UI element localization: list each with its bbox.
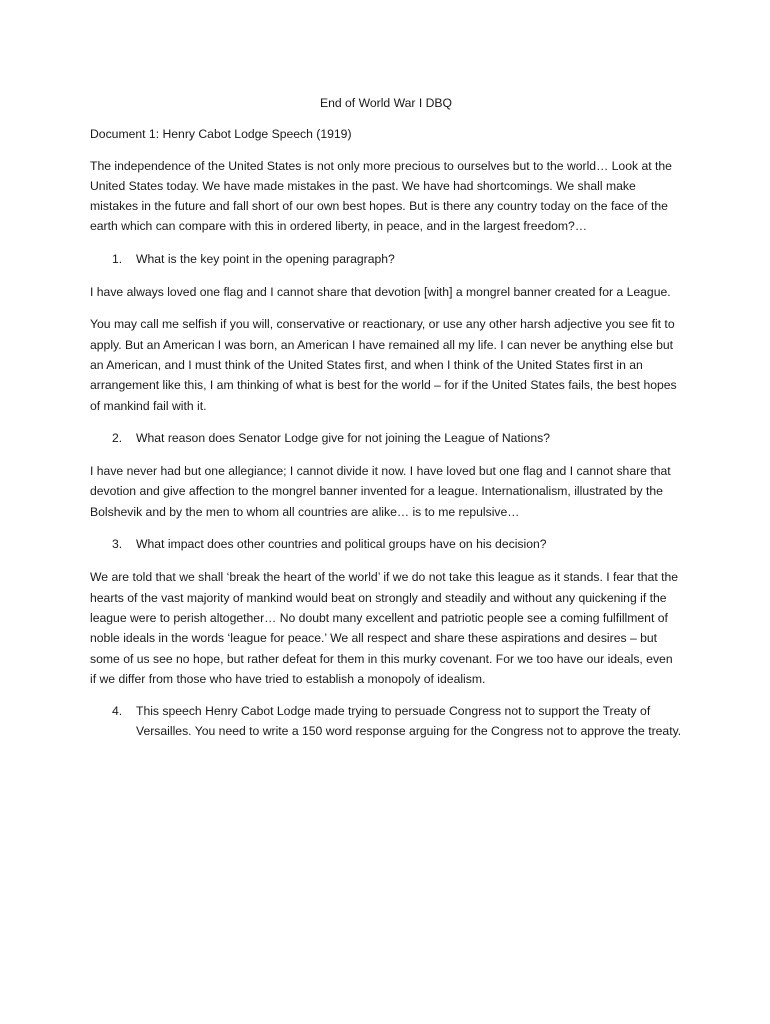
speech-paragraph-5: We are told that we shall ‘break the heart of the world’ if we do not take this league as it stands. I fear that the hearts of the vast majority of mankind would beat on strongly and steadily and without any quickening if the league were to perish altogether… No doubt many excellent and patriotic people see a coming fulfillment of noble ideals in the words ‘league for peace.’ We all respect and share these aspirations and desires – but some of us see no hope, but rather defeat for them in this murky covenant. For we too have our ideals, even if we differ from those who have tried to establish a monopoly of idealism.	[90, 570, 679, 686]
question-1-text: What is the key point in the opening paragraph?	[136, 251, 395, 266]
document-source-heading: Document 1: Henry Cabot Lodge Speech (1919)	[90, 127, 352, 142]
question-1	[90, 249, 682, 269]
speech-paragraph-3: You may call me selfish if you will, conservative or reactionary, or use any other harsh adjective you see fit to apply. But an American I was born, an American I have remained all my life. I can never be anything else but an American, and I must think of the United States first, and when I think of the United States first in an arrangement like this, I am thinking of what is best for the world – for if the United States fails, the best hopes of mankind fail with it.	[90, 317, 677, 413]
question-3-number: 3.	[112, 537, 123, 552]
question-4-text: This speech Henry Cabot Lodge made trying to persuade Congress not to support the Treaty of Versailles. You need to write a 150 word response arguing for the Congress not to approve the treaty.	[136, 704, 682, 739]
question-3	[90, 534, 682, 554]
speech-paragraph-4: I have never had but one allegiance; I cannot divide it now. I have loved but one flag and I cannot share that devotion and give affection to the mongrel banner invented for a league. Internationalism, illustrated by the Bolshevik and by the men to whom all countries are alike… is to me repulsive…	[90, 464, 671, 519]
question-2-number: 2.	[112, 430, 123, 445]
question-2-text: What reason does Senator Lodge give for not joining the League of Nations?	[136, 430, 550, 445]
question-3-text: What impact does other countries and political groups have on his decision?	[136, 537, 547, 552]
question-4-number: 4.	[112, 704, 123, 719]
question-1-number: 1.	[112, 251, 123, 266]
speech-paragraph-2: I have always loved one flag and I cannot share that devotion [with] a mongrel banner created for a League.	[90, 285, 671, 300]
document-title: End of World War I DBQ	[319, 96, 453, 110]
speech-paragraph-1: The independence of the United States is not only more precious to ourselves but to the world… Look at the United States today. We have made mistakes in the past. We have had shortcomings. We shall make mistakes in the future and fall short of our own best hopes. But is there any country today on the face of the earth which can compare with this in ordered liberty, in peace, and in the largest freedom?…	[90, 158, 672, 234]
document-content	[90, 93, 682, 755]
question-4	[90, 701, 682, 742]
question-2	[90, 428, 682, 448]
